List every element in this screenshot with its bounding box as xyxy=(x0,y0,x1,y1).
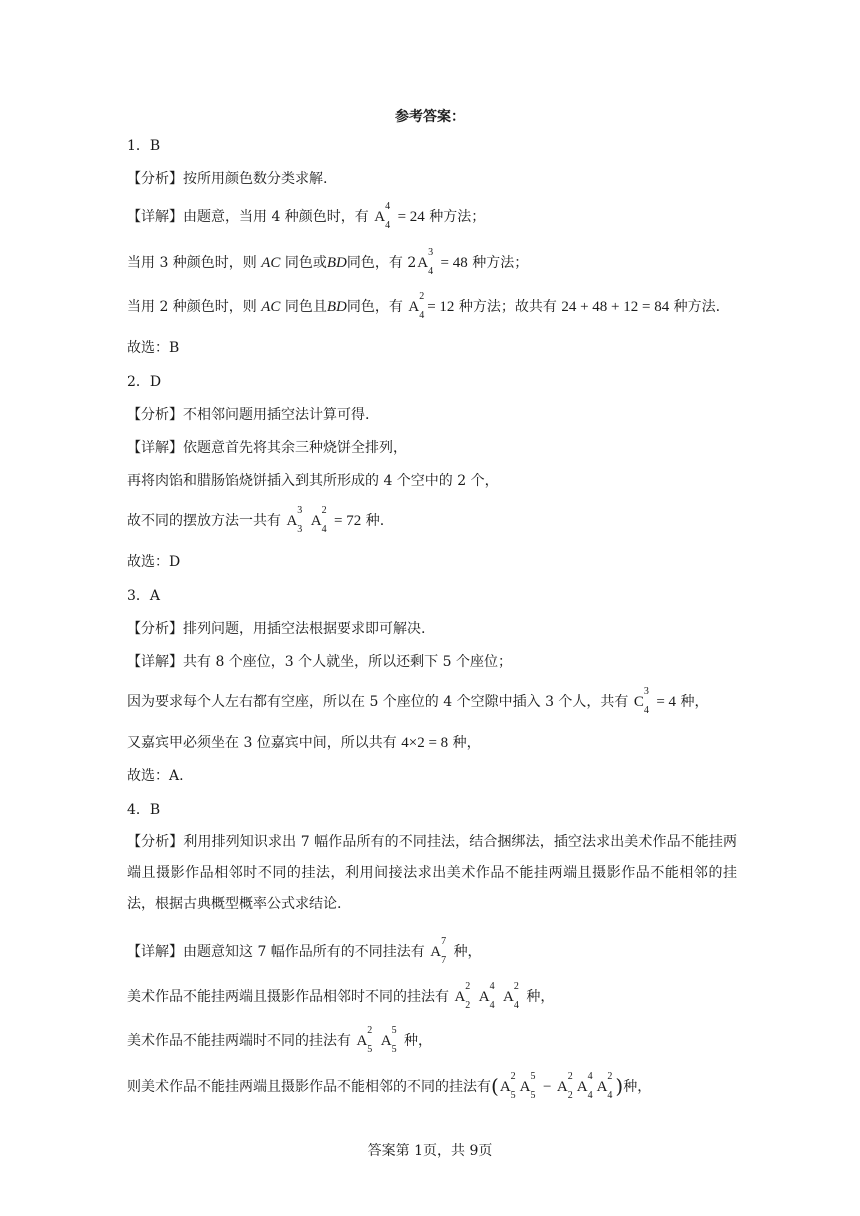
q3-analysis: 【分析】排列问题，用插空法根据要求即可解决. xyxy=(127,621,426,637)
q1-analysis: 【分析】按所用颜色数分类求解. xyxy=(127,171,328,187)
q1-choice: 故选：B xyxy=(127,340,180,356)
q1-answer-heading: 1．B xyxy=(127,138,161,154)
q1-detail-line-1: 【详解】由题意，当用 4 种颜色时，有 A 4 4 = 24 种方法； xyxy=(127,201,486,231)
q2-detail-line-2: 再将肉馅和腊肠馅烧饼插入到其所形成的 4 个空中的 2 个， xyxy=(127,473,499,489)
q1-detail-line-3: 当用 2 种颜色时，则 AC 同色且BD同色，有 A 2 4 = 12 种方法；故共有 24 + 48 + 12 = 84 种方法. xyxy=(127,291,721,321)
q4-analysis: 【分析】利用排列知识求出 7 幅作品所有的不同挂法，结合捆绑法，插空法求出美术作品不能挂两端且摄影作品相邻时不同的挂法，利用间接法求出美术作品不能挂两端且摄影作品不能相邻的挂法，根据古典概型概率公式求结论. xyxy=(127,834,737,912)
q4-detail-line-1: 【详解】由题意知这 7 幅作品所有的不同挂法有 A 7 7 种， xyxy=(127,936,482,966)
page-title: 参考答案： xyxy=(395,109,465,125)
q4-detail-line-4: 则美术作品不能挂两端且摄影作品不能相邻的不同的挂法有(A 2 5 A 5 5 − A 2 2 A 4 4 A 2 4 )种， xyxy=(127,1071,652,1101)
q3-answer-heading: 3．A xyxy=(127,588,161,604)
q4-answer-heading: 4．B xyxy=(127,802,161,818)
q3-detail-line-2: 因为要求每个人左右都有空座，所以在 5 个座位的 4 个空隙中插入 3 个人，共有 C 3 4 = 4 种， xyxy=(127,686,709,716)
page-footer: 答案第 1页，共 9页 xyxy=(367,1143,493,1159)
q3-detail-line-1: 【详解】共有 8 个座位，3 个人就坐，所以还剩下 5 个座位； xyxy=(127,654,512,670)
q3-choice: 故选：A. xyxy=(127,768,184,784)
q2-choice: 故选：D xyxy=(127,554,181,570)
q3-detail-line-3: 又嘉宾甲必须坐在 3 位嘉宾中间，所以共有 4×2 = 8 种， xyxy=(127,735,481,751)
q4-detail-line-3: 美术作品不能挂两端时不同的挂法有 A 2 5 A 5 5 种， xyxy=(127,1025,433,1055)
q2-analysis: 【分析】不相邻问题用插空法计算可得. xyxy=(127,407,370,423)
q2-detail-line-1: 【详解】依题意首先将其余三种烧饼全排列， xyxy=(127,440,407,456)
q1-detail-line-2: 当用 3 种颜色时，则 AC 同色或BD同色，有 2A 3 4 = 48 种方法； xyxy=(127,247,529,277)
q2-detail-line-3: 故不同的摆放方法一共有 A 3 3 A 2 4 = 72 种. xyxy=(127,505,385,535)
q2-answer-heading: 2．D xyxy=(127,374,162,390)
q4-detail-line-2: 美术作品不能挂两端且摄影作品相邻时不同的挂法有 A 2 2 A 4 4 A 2 4 种， xyxy=(127,981,555,1011)
